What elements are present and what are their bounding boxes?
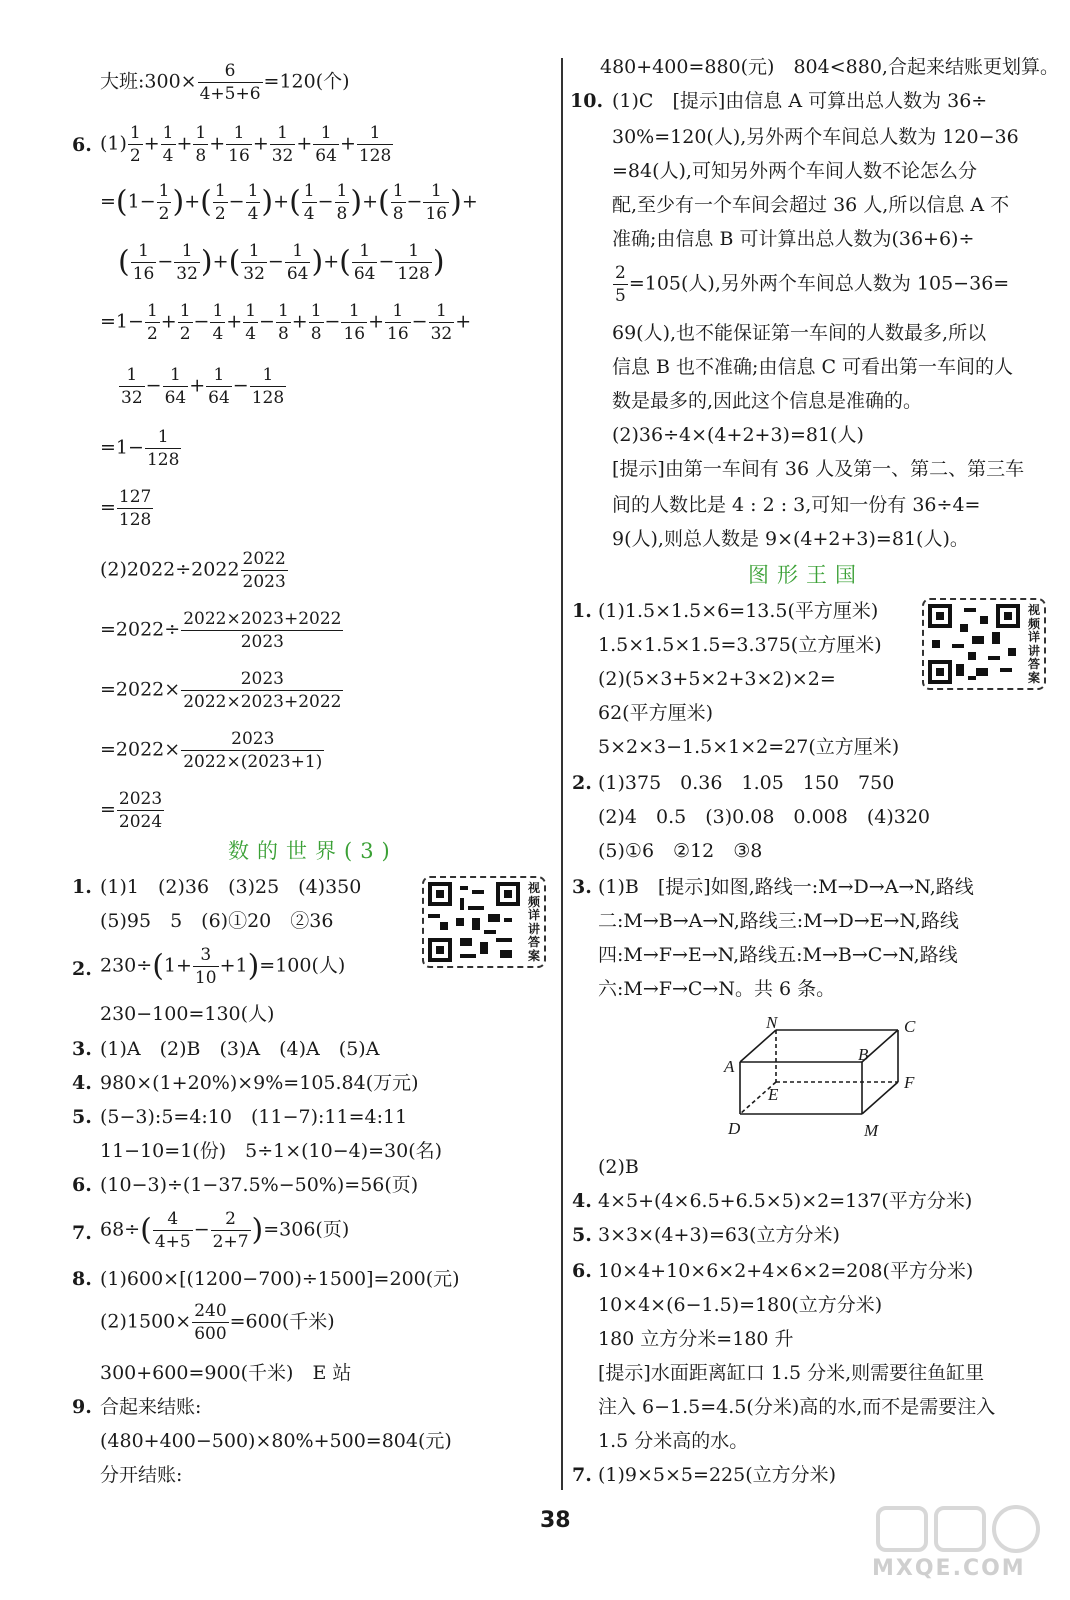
denominator: 64 <box>315 146 337 166</box>
number: 6. <box>72 1174 92 1196</box>
numerator: 1 <box>129 123 141 143</box>
answer-line: 62(平方厘米) <box>598 702 714 724</box>
numerator: 1 <box>195 123 207 143</box>
denominator: 64 <box>353 264 376 284</box>
answer-line: 230÷(1+ $\frac{3}{10}$ +1)=100(人) <box>100 945 346 988</box>
answer-line: 480+400=880(元) 804<880,合起来结账更划算。 <box>600 56 1059 78</box>
number: 9. <box>72 1396 92 1418</box>
answer-line: $\frac{1}{32}$ − $\frac{1}{64}$ + $\frac{1}{64}$ − $\frac{1}{128}$ <box>121 365 285 408</box>
number: 3. <box>72 1038 92 1060</box>
fraction <box>181 608 343 653</box>
number: 3. <box>572 876 592 898</box>
fraction <box>335 180 350 225</box>
numerator: 240 <box>194 1301 227 1321</box>
denominator: 64 <box>208 388 230 408</box>
text: 230÷ <box>100 954 153 977</box>
section-title: 图形王国 <box>748 563 864 587</box>
numerator: 1 <box>423 180 449 203</box>
answer-line: 30%=120(人),另外两个车间总人数为 120−36 <box>612 126 1019 148</box>
numerator: 2023 <box>118 789 163 809</box>
question-number <box>572 1188 592 1214</box>
numerator: 1 <box>245 301 257 321</box>
question-number <box>572 1462 592 1488</box>
numerator: 1 <box>162 123 174 143</box>
answer-line: (1) $\frac{1}{2}$ + $\frac{1}{4}$ + $\frac{1}{8}$ + $\frac{1}{16}$ + $\frac{1}{32}$ + $\frac{1}{64}$ + $\frac{1}{128}$ <box>100 123 392 166</box>
numerator: 1 <box>214 181 226 201</box>
denominator: 600 <box>194 1324 227 1344</box>
number: 5. <box>572 1224 592 1246</box>
fraction <box>313 122 339 167</box>
answer-line: =84(人),可知另外两个车间人数不论怎么分 <box>612 160 977 182</box>
answer-line: [提示]水面距离缸口 1.5 分米,则需要往鱼缸里 <box>598 1362 985 1384</box>
numerator: 1 <box>303 181 315 201</box>
numerator: 1 <box>146 301 158 321</box>
numerator: 1 <box>310 301 322 321</box>
fraction <box>357 122 393 167</box>
denominator: 64 <box>286 264 309 284</box>
question-number <box>72 956 92 982</box>
denominator: 128 <box>397 264 430 284</box>
fraction <box>395 240 431 285</box>
numerator: 1 <box>131 240 157 263</box>
denominator: 4+5 <box>154 1232 191 1252</box>
vertex-label: F <box>904 1073 915 1092</box>
answer-line: (1)C [提示]由信息 A 可算出总人数为 36÷ <box>612 90 988 112</box>
fraction <box>429 300 455 345</box>
answer-line: 5×2×3−1.5×1×2=27(立方厘米) <box>598 736 900 758</box>
numerator: 1 <box>357 122 393 145</box>
answer-line: (5−3):5=4:10 (11−7):11=4:11 <box>100 1106 408 1128</box>
fraction <box>613 262 628 307</box>
number: 10. <box>570 90 604 112</box>
answer-line: =(1− $\frac{1}{2}$ )+( $\frac{1}{2}$ − $\frac{1}{4}$ )+( $\frac{1}{4}$ − $\frac{1}{8}$ )+( $\frac{1}{8}$ − $\frac{1}{16}$ )+ <box>100 181 478 224</box>
text: =2022÷ <box>100 618 181 641</box>
answer-line <box>100 728 325 773</box>
answer-line: 980×(1+20%)×9%=105.84(万元) <box>100 1072 419 1094</box>
answer-line: (2)B <box>598 1156 639 1178</box>
denominator: 4 <box>212 324 224 344</box>
vertex-label: A <box>724 1057 735 1076</box>
denominator: 32 <box>243 264 265 284</box>
denominator: 32 <box>271 146 294 166</box>
answer-line: (1)B [提示]如图,路线一:M→D→A→N,路线 <box>598 876 974 898</box>
answer-line: (1)9×5×5=225(立方分米) <box>598 1464 837 1486</box>
denominator: 4+5+6 <box>199 84 261 104</box>
fraction <box>276 300 291 345</box>
number: 1. <box>572 600 592 622</box>
question-number <box>72 874 92 900</box>
number: 2. <box>72 958 92 980</box>
watermark-text: MXQE.COM <box>872 1556 1026 1581</box>
answer-line: 配,至少有一个车间会超过 36 人,所以信息 A 不 <box>612 194 1010 216</box>
numerator: 1 <box>429 300 455 323</box>
fraction <box>145 300 160 345</box>
denominator: 16 <box>343 324 366 344</box>
fraction <box>178 300 193 345</box>
numerator: 1 <box>174 240 200 263</box>
number: 7. <box>72 1222 92 1244</box>
fraction <box>174 240 200 285</box>
numerator: 1 <box>241 240 267 263</box>
question-number <box>572 1222 592 1248</box>
fraction <box>117 788 164 833</box>
text: =2022× <box>100 738 181 761</box>
qr-label: 视频详讲答案 <box>527 881 540 963</box>
vertex-label: N <box>766 1013 778 1032</box>
denominator: 64 <box>164 388 187 408</box>
number: 1. <box>72 876 92 898</box>
number: 4. <box>572 1190 592 1212</box>
denominator: 4 <box>303 204 315 224</box>
answer-line: 300+600=900(千米) E 站 <box>100 1362 352 1384</box>
denominator: 2022×2023+2022 <box>183 692 342 712</box>
vertex-label: C <box>904 1017 916 1036</box>
answer-line: (1)1 (2)36 (3)25 (4)350 <box>100 876 362 898</box>
answer-line: (10−3)÷(1−37.5%−50%)=56(页) <box>100 1174 419 1196</box>
section-title: 数的世界(3) <box>228 839 398 863</box>
denominator: 2022×(2023+1) <box>183 752 323 772</box>
numerator: 1 <box>212 301 224 321</box>
numerator: 2 <box>615 263 626 283</box>
qr-label: 视频详讲答案 <box>1027 603 1040 685</box>
number: 6. <box>572 1260 592 1282</box>
question-number <box>72 1036 92 1062</box>
fraction <box>241 548 288 593</box>
fraction <box>145 426 181 471</box>
numerator: 1 <box>270 122 296 145</box>
denominator: 4 <box>247 204 259 224</box>
answer-line: (1)1.5×1.5×6=13.5(平方厘米) <box>598 600 879 622</box>
question-number <box>72 1172 92 1198</box>
fraction <box>211 1208 251 1253</box>
denominator: 4 <box>245 324 257 344</box>
fraction <box>246 180 261 225</box>
question-number <box>72 1220 92 1246</box>
numerator: 1 <box>206 364 232 387</box>
answer-line: 合起来结账: <box>100 1396 202 1418</box>
answer-line: 注入 6−1.5=4.5(分米)高的水,而不是需要注入 <box>598 1396 996 1418</box>
answer-line: 六:M→F→C→N。共 6 条。 <box>598 978 836 1000</box>
fraction <box>352 240 378 285</box>
question-number <box>72 132 92 158</box>
answer-line: (1)375 0.36 1.05 150 750 <box>598 772 895 794</box>
fraction <box>206 364 232 409</box>
denominator: 2 <box>214 204 226 224</box>
text: 68÷ <box>100 1218 141 1241</box>
answer-line: (5)①6 ②12 ③8 <box>598 840 763 862</box>
text: =1− <box>100 310 144 333</box>
answer-line: 10×4×(6−1.5)=180(立方分米) <box>598 1294 883 1316</box>
question-number <box>72 1266 92 1292</box>
text: − <box>193 1218 210 1241</box>
vertex-label: E <box>768 1085 779 1104</box>
question-number <box>572 1258 592 1284</box>
denominator: 16 <box>228 146 250 166</box>
answer-line: 68÷( $\frac{4}{4+5}$ − $\frac{2}{2+7}$ )=306(页) <box>100 1209 350 1252</box>
denominator: 32 <box>430 324 453 344</box>
fraction <box>226 122 252 167</box>
answer-line: (1)600×[(1200−700)÷1500]=200(元) <box>100 1268 460 1290</box>
number: 4. <box>72 1072 92 1094</box>
numerator: 2023 <box>181 668 343 691</box>
question-number <box>572 770 592 796</box>
text: +1 <box>219 954 248 977</box>
answer-line: [提示]由第一车间有 36 人及第一、第二、第三车 <box>612 458 1025 480</box>
text: =1− <box>100 436 144 459</box>
numerator: 1 <box>119 364 145 387</box>
text: =2022× <box>100 678 181 701</box>
numerator: 1 <box>385 300 411 323</box>
fraction <box>157 180 172 225</box>
watermark-logo <box>872 1500 1052 1588</box>
page-number: 38 <box>540 1508 571 1533</box>
numerator: 1 <box>226 122 252 145</box>
numerator: 2022 <box>242 549 286 569</box>
denominator: 32 <box>176 264 198 284</box>
fraction <box>117 486 153 531</box>
numerator: 1 <box>395 240 431 263</box>
answer-line: 间的人数比是 4 : 2 : 3,可知一份有 36÷4= <box>612 494 981 516</box>
fraction <box>391 180 406 225</box>
numerator: 2 <box>211 1208 251 1231</box>
denominator: 2 <box>179 324 191 344</box>
answer-line: 1.5×1.5×1.5=3.375(立方厘米) <box>598 634 882 656</box>
numerator: 127 <box>118 487 152 507</box>
text: =306(页) <box>263 1218 350 1241</box>
denominator: 8 <box>336 204 348 224</box>
numerator: 1 <box>341 300 367 323</box>
fraction <box>341 300 367 345</box>
numerator: 6 <box>198 60 263 83</box>
numerator: 1 <box>250 364 286 387</box>
answer-line: 分开结账: <box>100 1464 183 1486</box>
denominator: 2 <box>146 324 158 344</box>
fraction <box>163 364 189 409</box>
numerator: 2022×2023+2022 <box>183 609 342 629</box>
vertex-label: M <box>864 1121 879 1140</box>
numerator: 1 <box>158 181 170 201</box>
denominator: 16 <box>387 324 409 344</box>
numerator: 1 <box>179 301 191 321</box>
question-number <box>572 874 592 900</box>
denominator: 128 <box>251 388 285 408</box>
denominator: 2+7 <box>212 1232 249 1252</box>
denominator: 2 <box>158 204 170 224</box>
numerator: 1 <box>163 364 189 387</box>
answer-line: 180 立方分米=180 升 <box>598 1328 794 1350</box>
text: (2)2022÷2022 <box>100 558 240 581</box>
text: = <box>100 798 116 821</box>
text: = <box>100 190 116 213</box>
numerator: 3 <box>193 944 219 967</box>
answer-line <box>612 262 1009 307</box>
answer-line: 9(人),则总人数是 9×(4+2+3)=81(人)。 <box>612 528 969 550</box>
number: 5. <box>72 1106 92 1128</box>
answer-line: 二:M→B→A→N,路线三:M→D→E→N,路线 <box>598 910 959 932</box>
answer-line: 3×3×(4+3)=63(立方分米) <box>598 1224 840 1246</box>
numerator: 1 <box>285 240 311 263</box>
numerator: 1 <box>352 240 378 263</box>
answer-line: (2)(5×3+5×2+3×2)×2= <box>598 668 836 690</box>
answer-line: 数是最多的,因此这个信息是准确的。 <box>612 390 923 412</box>
text: (2)1500× <box>100 1310 192 1333</box>
denominator: 5 <box>615 286 626 306</box>
text: 1+ <box>163 954 192 977</box>
answer-line: (2)36÷4×(4+2+3)=81(人) <box>612 424 864 446</box>
numerator: 1 <box>145 426 181 449</box>
fraction <box>153 1208 193 1253</box>
number: 2. <box>572 772 592 794</box>
edge <box>740 1030 776 1062</box>
answer-line: 1.5 分米高的水。 <box>598 1430 749 1452</box>
fraction <box>131 240 157 285</box>
denominator: 8 <box>277 324 289 344</box>
denominator: 16 <box>425 204 448 224</box>
denominator: 4 <box>162 146 174 166</box>
denominator: 2024 <box>118 812 163 832</box>
answer-line: 四:M→F→E→N,路线五:M→B→C→N,路线 <box>598 944 958 966</box>
vertex-label: B <box>858 1045 869 1064</box>
fraction <box>302 180 317 225</box>
question-number <box>72 1394 92 1420</box>
denominator: 8 <box>392 204 404 224</box>
fraction <box>128 122 143 167</box>
numerator: 1 <box>247 181 259 201</box>
answer-line <box>100 426 182 471</box>
fraction <box>181 728 324 773</box>
denominator: 128 <box>146 450 180 470</box>
qr-pattern <box>428 882 520 962</box>
number: 7. <box>572 1464 592 1486</box>
answer-line <box>100 60 350 105</box>
text: (1) <box>100 132 127 155</box>
fraction <box>198 60 263 105</box>
fraction <box>213 180 228 225</box>
denominator: 8 <box>195 146 207 166</box>
answer-line <box>100 608 344 653</box>
fraction <box>243 300 258 345</box>
fraction <box>193 122 208 167</box>
fraction <box>192 1300 228 1345</box>
numerator: 2023 <box>181 728 324 751</box>
answer-line: 230−100=130(人) <box>100 1003 275 1025</box>
text: = <box>100 496 116 519</box>
fraction <box>385 300 411 345</box>
denominator: 32 <box>121 388 143 408</box>
answer-line: ( $\frac{1}{16}$ − $\frac{1}{32}$ )+( $\frac{1}{32}$ − $\frac{1}{64}$ )+( $\frac{1}{64}$ − $\frac{1}{128}$ ) <box>118 241 445 284</box>
qr-code-icon <box>422 876 546 968</box>
answer-line: (480+400−500)×80%+500=804(元) <box>100 1430 452 1452</box>
answer-line <box>100 668 344 713</box>
cuboid-diagram <box>718 1012 938 1142</box>
numerator: 1 <box>313 122 339 145</box>
denominator: 16 <box>132 264 155 284</box>
fraction <box>119 364 145 409</box>
answer-line: 69(人),也不能保证第一车间的人数最多,所以 <box>612 322 987 344</box>
fraction <box>309 300 324 345</box>
fraction <box>181 668 343 713</box>
numerator: 4 <box>153 1208 193 1231</box>
answer-line: 10×4+10×6×2+4×6×2=208(平方分米) <box>598 1260 974 1282</box>
answer-line: (2)4 0.5 (3)0.08 0.008 (4)320 <box>598 806 931 828</box>
numerator: 1 <box>277 301 289 321</box>
denominator: 8 <box>310 324 322 344</box>
denominator: 2 <box>129 146 141 166</box>
answer-line <box>100 548 289 593</box>
fraction <box>210 300 225 345</box>
denominator: 2023 <box>242 572 286 592</box>
numerator: 1 <box>336 181 348 201</box>
fraction <box>193 944 219 989</box>
qr-pattern <box>928 604 1020 684</box>
denominator: 128 <box>358 146 392 166</box>
question-number <box>570 88 603 114</box>
answer-line: 4×5+(4×6.5+6.5×5)×2=137(平方分米) <box>598 1190 973 1212</box>
text: =600(千米) <box>229 1310 335 1333</box>
text: =120(个) <box>263 70 350 93</box>
denominator: 128 <box>118 510 152 530</box>
denominator: 10 <box>194 968 217 988</box>
fraction <box>270 122 296 167</box>
fraction <box>285 240 311 285</box>
denominator: 2023 <box>240 632 284 652</box>
answer-line: 11−10=1(份) 5÷1×(10−4)=30(名) <box>100 1140 443 1162</box>
fraction <box>241 240 267 285</box>
fraction <box>161 122 176 167</box>
answer-line: =1− $\frac{1}{2}$ + $\frac{1}{2}$ − $\frac{1}{4}$ + $\frac{1}{4}$ − $\frac{1}{8}$ + $\frac{1}{8}$ − $\frac{1}{16}$ + $\frac{1}{16}$ − $\frac{1}{32}$ + <box>100 301 472 344</box>
question-number <box>72 1104 92 1130</box>
answer-line <box>100 486 154 531</box>
text: =105(人),另外两个车间总人数为 105−36= <box>628 272 1010 295</box>
answer-line: (1)A (2)B (3)A (4)A (5)A <box>100 1038 380 1060</box>
qr-code-icon <box>922 598 1046 690</box>
fraction <box>250 364 286 409</box>
fraction <box>423 180 449 225</box>
answer-line: 准确;由信息 B 可计算出总人数为(36+6)÷ <box>612 228 975 250</box>
question-number <box>72 1070 92 1096</box>
text: =100(人) <box>259 954 346 977</box>
number: 8. <box>72 1268 92 1290</box>
numerator: 1 <box>392 181 404 201</box>
text: 大班:300× <box>100 70 197 93</box>
answer-line: (5)95 5 (6)①20 ②36 <box>100 910 334 932</box>
vertex-label: D <box>728 1119 741 1138</box>
answer-line: 信息 B 也不准确;由信息 C 可看出第一车间的人 <box>612 356 1014 378</box>
watermark-icon <box>872 1500 1052 1556</box>
number: 6. <box>72 134 92 156</box>
question-number <box>572 598 592 624</box>
answer-line <box>100 1300 335 1345</box>
column-divider <box>561 58 563 1490</box>
answer-line <box>100 788 165 833</box>
edge <box>862 1082 898 1114</box>
